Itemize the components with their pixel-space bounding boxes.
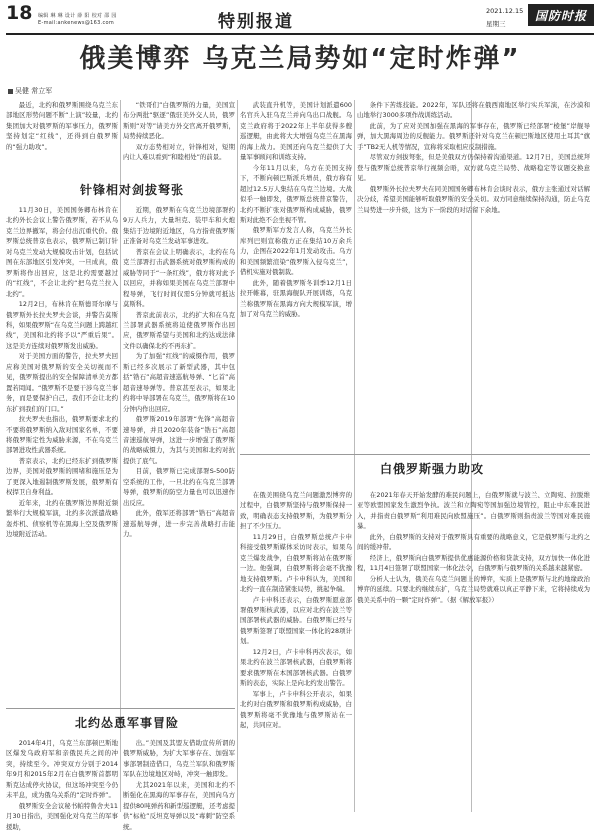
paragraph: “铁哥们”白俄罗斯的力量，美国宣布分两批“驱逐”俄驻美外交人员，俄罗斯则“对等”请美方外交官离开俄罗斯，局势持续恶化。 [123,101,235,141]
paragraph: 俄罗斯安全会议秘书帕特鲁舍夫11月30日指出，美国强化对乌克兰的军事援助， [6,801,118,831]
contact-email: E-mail:ankenews@163.com [38,20,115,26]
paragraph: 最近，北约和俄罗斯围绕乌克兰东部地区形势问题不断“上演”较量，北约集团加大对俄罗斯的军事压力，俄罗斯坚持划定“红线”，还得到白俄罗斯的“强力助攻”。 [6,101,118,151]
paragraph: 11月30日，美国国务卿布林肯在北约外长会议上警告俄罗斯，若不从乌克兰边界撤军，将会付出沉重代价。俄罗斯总统普京也表示，俄罗斯已制订针对乌克兰发动大规模攻击计划，包括试图在东部地区引发冲突，一旦成真，俄罗斯将作出回应，这是北约需要越过的“红线”，不会让北约“把乌克兰拉入北约”。 [6,206,118,298]
paragraph: 军事上，卢卡申科公开表示，如果北约对白俄罗斯和俄罗斯构成威胁，白俄罗斯将毫不犹豫地与俄罗斯站在一起，共同应对。 [240,689,352,729]
paragraph: 对于美国方面的警告，拉夫罗夫回应称美国对俄罗斯的安全关切视而不见，俄罗斯提出的安全保障清单美方都置若罔闻。“俄罗斯不是要干涉乌克兰事务，而是要保护自己，我们不会让北约东扩到我们的门口。” [6,352,118,413]
paragraph: 12月2日，卢卡申科再次表示，如果北约在波兰部署核武器，白俄罗斯将要求俄罗斯在本国部署核武器。白俄罗斯的表态，实际上是向北约发出警告。 [240,647,352,688]
paragraph: 经济上，俄罗斯向白俄罗斯提供优惠能源价格和贷款支持，双方加快一体化进程，11月4日签署了联盟国家一体化法令，白俄罗斯与俄罗斯的关系越来越紧密。 [357,553,590,573]
paragraph: 2014年4月，乌克兰东部顿巴斯地区爆发乌政府军和亲俄民兵之间的冲突，持续至今。冲突双方分别于2014年9月和2015年2月在白俄罗斯首都明斯克达成停火协议，但这场冲突至今仍未平息，成为俄乌关系的“定时炸弹”。 [6,739,118,800]
byline-square-icon [8,89,13,94]
page-header [6,4,594,34]
subhead-2: 北约怂恿军事冒险 [75,716,180,730]
paragraph: 分析人士认为，俄美在乌克兰问题上的博弈，实质上是俄罗斯与北约地缘政治博弈的延续。只要北约继续东扩，乌克兰局势就难以真正平静下来，它将持续成为俄美关系中的一颗“定时炸弹”。（据《解放军报》） [357,574,590,604]
article-column-1-bottom [6,738,118,831]
paragraph: 俄罗斯军方发言人称，乌克兰外长库列巴则宣称俄方正在集结10万余兵力，企图在2022年1月发动攻击。乌方和美国频繁渲染“俄罗斯入侵乌克兰”，借机实施对俄制裁。 [240,226,352,277]
paragraph: 目前，俄罗斯已完成部署S-500防空系统的工作，一旦北约在乌克兰部署导弹，俄罗斯的防空力量也可以迅速作出反应。 [123,467,235,507]
section-title: 特别报道 [218,12,294,32]
article-column-3-bottom [240,490,352,815]
byline-authors: 吴健 常立军 [15,87,53,95]
masthead-logo: 国防时报 [528,4,594,26]
paragraph: 尤其2021年以来，美国和北约不断强化在黑海的军事存在，美国向乌方提供80吨弹药和新型巡逻艇，还考虑提供“标枪”反坦克导弹以及“毒刺”防空系统。 [123,780,235,831]
paragraph: 12月2日，布林肯在斯德哥尔摩与俄罗斯外长拉夫罗夫会谈，并警告莫斯科，如果俄罗斯“在乌克兰问题上跨越红线”，美国和北约将予以“严重后果”。这是美方连续对俄罗斯发出威胁。 [6,300,118,350]
paragraph: 在2021年春天开始发酵的难民问题上，白俄罗斯就与波兰、立陶宛、拉脱维亚等欧盟国家发生激烈争执。波兰和立陶宛等国加强边境管控，阻止中东难民进入，并指责白俄罗斯“利用难民向欧盟施压”。白俄罗斯则指责波兰等国对难民施暴。 [357,491,590,531]
paragraph: 普京表示，北约已经东扩到俄罗斯边界，美国对俄罗斯的围堵和施压是为了更深入地遏制俄罗斯发展，俄罗斯有权捍卫自身利益。 [6,456,118,497]
article-column-4 [357,100,590,450]
issue-weekday: 星期三 [486,20,506,28]
section-rule [240,454,590,455]
paragraph: 在俄美围绕乌克兰问题激烈博弈的过程中，白俄罗斯坚持与俄罗斯保持一致，明确表态支持俄罗斯，为俄罗斯分担了不少压力。 [240,491,352,531]
article-column-3 [240,100,352,450]
paragraph: 普京在会议上明确表示，北约在乌克兰部署打击武器系统对俄罗斯构成的威胁等同于“一条红线”，俄方将对此予以回应，并称如果美国在乌克兰部署中程导弹，飞行时间仅需5分钟就可抵达莫斯科。 [123,247,235,309]
paragraph: 为了加强“红线”的威慑作用，俄罗斯已经多次展示了新型武器，其中包括“锆石”高超音速巡航导弹、“匕首”高超音速导弹等。普京甚至表示，如果北约将中导部署在乌克兰，俄罗斯将在10分钟内作出回应。 [123,352,235,413]
paragraph: 近期，俄罗斯在乌克兰边境部署约9万人兵力，大量坦克、装甲车和火炮集结于边境附近地区，乌方指责俄罗斯正准备对乌克兰发动军事进攻。 [123,206,235,246]
paragraph: 普京此前表示，北约扩大和在乌克兰部署武器系统将迫使俄罗斯作出回应，俄罗斯希望与美国和北约达成法律文件以确保北约不再东扩。 [123,310,235,350]
column-divider [120,100,121,812]
subhead-1: 针锋相对剑拔弩张 [80,183,185,197]
article-column-2 [123,205,235,705]
byline [8,86,52,96]
paragraph: 此外，俄军还将部署“锆石”高超音速巡航导弹，进一步完善战略打击能力。 [123,509,235,539]
subhead-3: 白俄罗斯强力助攻 [380,462,485,476]
page-number: 18 [6,2,33,24]
issue-date: 2021.12.15 [486,7,524,15]
paragraph: 双方态势相对立，针锋相对，短期内让人难以看到“和睦相处”的前景。 [123,142,235,162]
paragraph: 今年11月以来，乌方在美国支持下，不断向顿巴斯派兵增员，俄方称有超过12.5万人集结在乌克兰边境。大战似乎一触即发，俄罗斯总统普京警告，北约不断扩张对俄罗斯构成威胁，俄罗斯对此绝不会坐视不管。 [240,163,352,224]
paragraph: 拉夫罗夫也指出，俄罗斯要求北约不要将俄罗斯纳入敌对国家名单，不要将俄罗斯定性为威胁来源，不在乌克兰部署进攻性武器系统。 [6,415,118,455]
paragraph: 卢卡申科还表示，白俄罗斯愿意部署俄罗斯核武器，以应对北约在波兰等国部署核武器的威胁。白俄罗斯已经与俄罗斯签署了联盟国家一体化的28项计划。 [240,595,352,646]
article-column-2-top [123,100,235,175]
paragraph: 近年来，北约在俄罗斯边界附近频繁举行大规模军演，北约多次派遣战略轰炸机、侦察机等在黑海上空及俄罗斯边境附近活动。 [6,498,118,539]
paragraph: 尽管双方剑拔弩张，但是美俄双方仍保持着沟通渠道。12月7日，美国总统拜登与俄罗斯总统普京举行视频会晤，双方就乌克兰局势、战略稳定等议题交换意见。 [357,153,590,183]
paragraph: 11月29日，白俄罗斯总统卢卡申科接受俄罗斯媒体采访时表示，如果乌克兰爆发战争，白俄罗斯将站在俄罗斯一边。他强调，白俄罗斯将会毫不犹豫地支持俄罗斯。卢卡申科认为，美国和北约一直在制造紧张局势，挑起争端。 [240,532,352,594]
paragraph: 此外，随着俄罗斯冬训季12月1日拉开帷幕，驻黑海舰队开展训练，乌克兰称俄罗斯在黑海方向大规模军演，增加了对乌克兰的威胁。 [240,278,352,319]
editor-credits: 编辑 琳 琳 设计 薛 阳 校对 邵 园 [38,13,117,19]
paragraph: 武装直升机等，美国计划派遣600名官兵入驻乌克兰并向乌出口战舰。乌克兰政府将于2022年上半年获得多艘巡逻艇，由此将大大增强乌克兰在黑海的海上战力。美国还向乌克兰提供了大量军事顾问和训练支持。 [240,101,352,162]
main-headline: 俄美博弈 乌克兰局势如“定时炸弹” [79,44,521,74]
paragraph: 此外，白俄罗斯的支持对于俄罗斯具有重要的战略意义，它是俄罗斯与北约之间的缓冲带。 [357,532,590,552]
paragraph: 出。”美国及其盟友借助宣传所谓的俄罗斯威胁，为扩大军事存在、加强军事部署制造借口，乌克兰军队和俄罗斯军队在边境地区对峙，冲突一触即发。 [123,739,235,779]
article-column-1 [6,205,118,705]
section-rule [6,708,235,709]
column-divider [354,100,355,812]
header-rule [6,33,594,35]
article-column-2-bottom [123,738,235,831]
article-column-4-bottom [357,490,590,815]
article-column-1-intro [6,100,118,175]
paragraph: 俄罗斯外长拉夫罗夫在同美国国务卿布林肯会谈时表示，俄方主张通过对话解决分歧，希望美国能够听取俄罗斯的安全关切。双方同意继续保持沟通，防止乌克兰局势进一步升级，这为下一阶段的对话留下余地。 [357,184,590,214]
paragraph: 俄罗斯2019年部署“先锋”高超音速导弹，并且2020年装备“锆石”高超音速巡航导弹，这进一步增强了俄罗斯的战略威慑力，为其与美国和北约对抗提供了底气。 [123,415,235,465]
paragraph: 条件下苦练技能。2022年，军队还将在俄西南地区举行实兵军演，在沙漠和山地举行3000多项作战训练活动。 [357,101,590,120]
column-divider [237,100,238,812]
paragraph: 此前，为了应对美国加强在黑海的军事存在，俄罗斯已经部署“棱堡”岸舰导弹，加大黑海周边的反舰能力。俄罗斯还针对乌克兰在顿巴斯地区使用土耳其“旗手”TB2无人机等情况，宣称将采取相应反制措施。 [357,121,590,151]
